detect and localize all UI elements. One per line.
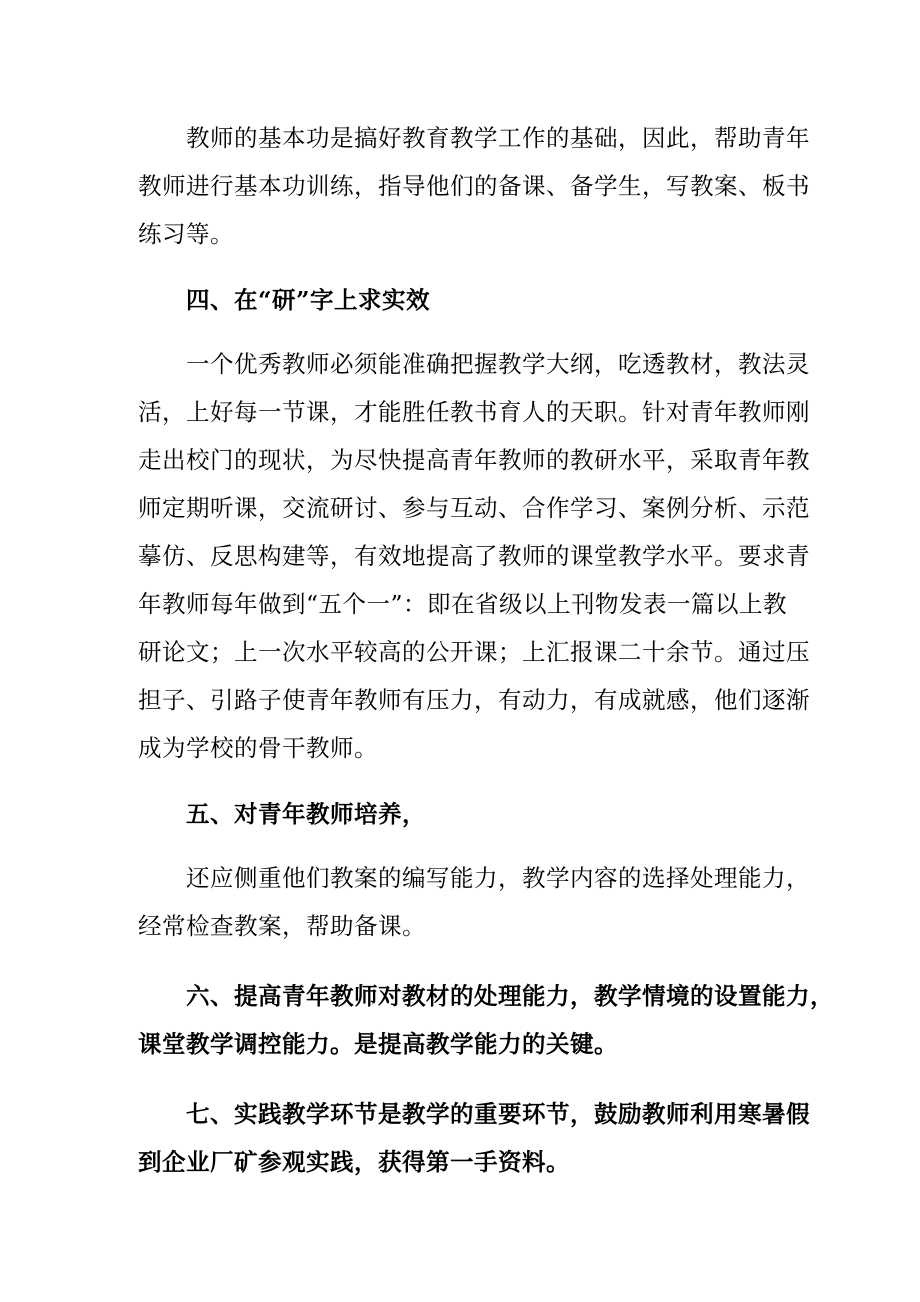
- paragraph-lesson-plans: [138, 854, 810, 950]
- text-line: 师定期听课，交流研讨、参与互动、合作学习、案例分析、示范: [138, 494, 810, 522]
- paragraph-research: [138, 340, 810, 772]
- heading-line: 课堂教学调控能力。是提高教学能力的关键。: [138, 1030, 618, 1058]
- heading-line: 六、提高青年教师对教材的处理能力，教学情境的设置能力，: [186, 982, 834, 1010]
- heading-section-7: [138, 1090, 810, 1186]
- text-line: 教师的基本功是搞好教育教学工作的基础，因此，帮助青年: [186, 124, 810, 152]
- heading-line: 五、对青年教师培养，: [186, 800, 426, 828]
- text-line: 经常检查教案，帮助备课。: [138, 912, 426, 940]
- text-line: 年教师每年做到“五个一”：即在省级以上刊物发表一篇以上教: [138, 590, 788, 618]
- heading-line: 四、在“研”字上求实效: [186, 286, 431, 314]
- text-line: 活，上好每一节课，才能胜任教书育人的天职。针对青年教师刚: [138, 398, 810, 426]
- text-line: 成为学校的骨干教师。: [138, 734, 378, 762]
- heading-section-6: [138, 972, 834, 1068]
- heading-section-4: [138, 276, 788, 324]
- heading-line: 到企业厂矿参观实践，获得第一手资料。: [138, 1148, 570, 1176]
- text-line: 还应侧重他们教案的编写能力，教学内容的选择处理能力，: [186, 864, 810, 892]
- text-line: 走出校门的现状，为尽快提高青年教师的教研水平，采取青年教: [138, 446, 810, 474]
- text-line: 教师进行基本功训练，指导他们的备课、备学生，写教案、板书: [138, 172, 810, 200]
- text-line: 摹仿、反思构建等，有效地提高了教师的课堂教学水平。要求青: [138, 542, 810, 570]
- text-line: 练习等。: [138, 220, 234, 248]
- paragraph-basic-skills: [138, 114, 810, 258]
- text-line: 担子、引路子使青年教师有压力，有动力，有成就感，他们逐渐: [138, 686, 810, 714]
- text-line: 一个优秀教师必须能准确把握教学大纲，吃透教材，教法灵: [186, 350, 810, 378]
- heading-section-5: [138, 790, 788, 838]
- text-line: 研论文；上一次水平较高的公开课；上汇报课二十余节。通过压: [138, 638, 810, 666]
- heading-line: 七、实践教学环节是教学的重要环节，鼓励教师利用寒暑假: [186, 1100, 810, 1128]
